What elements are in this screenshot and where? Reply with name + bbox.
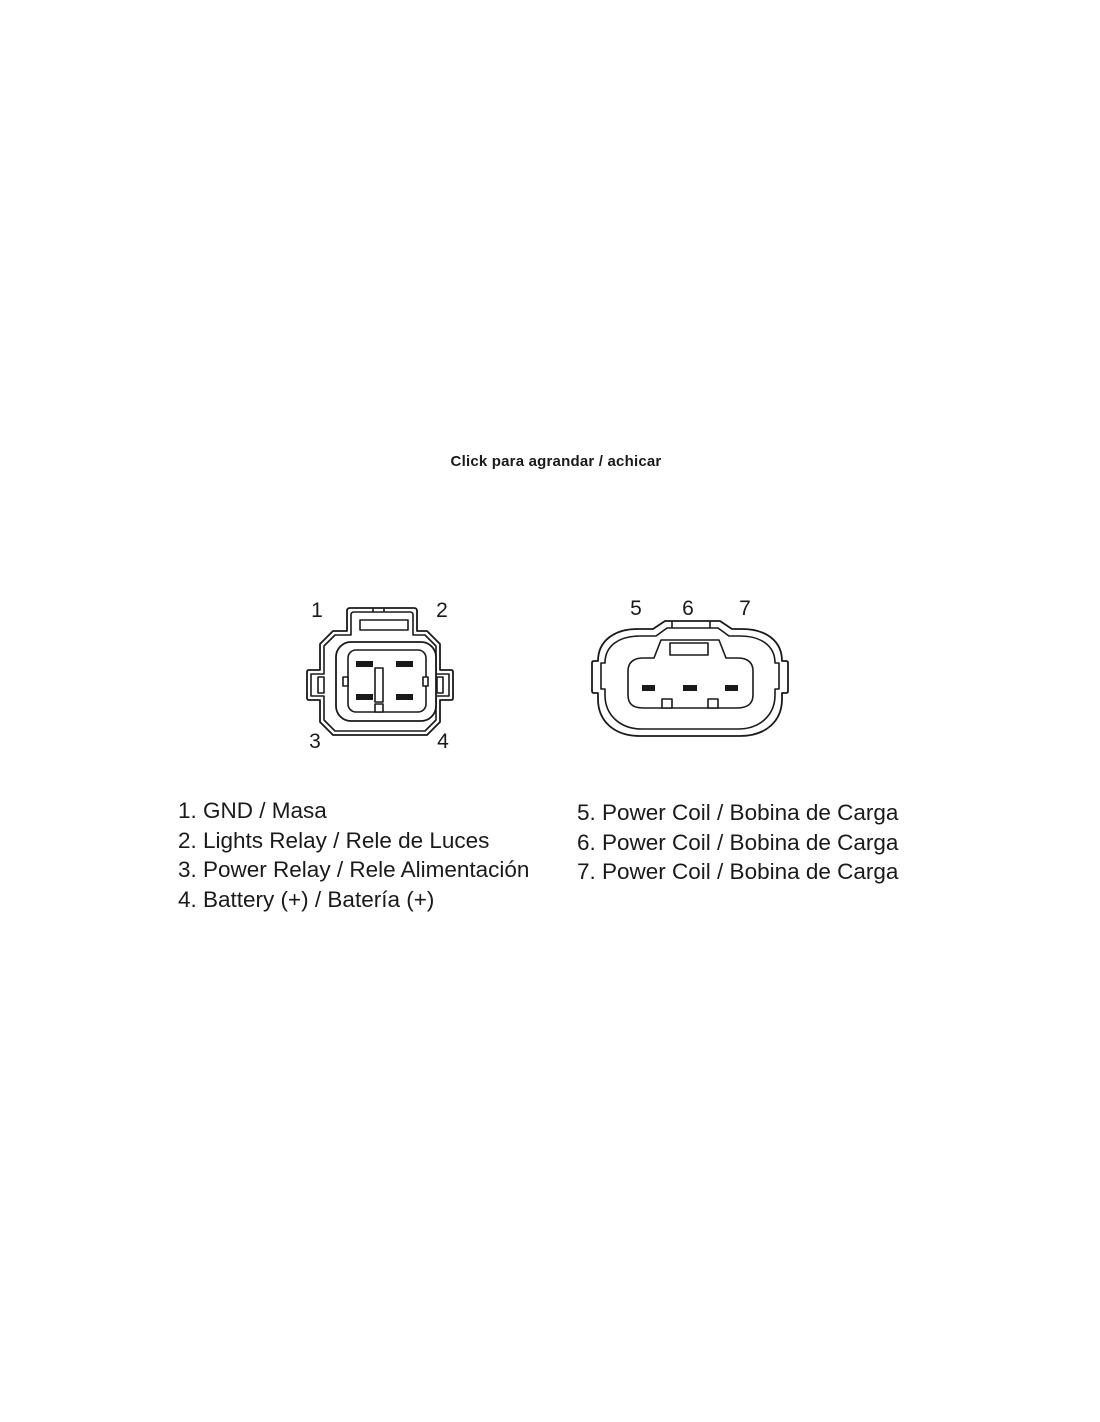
legend-item: 3. Power Relay / Rele Alimentación bbox=[178, 857, 530, 882]
pin-blade-3 bbox=[356, 694, 373, 700]
bottom-notch-right bbox=[708, 699, 718, 708]
legend-item: 1. GND / Masa bbox=[178, 798, 327, 823]
cavity-key-right bbox=[423, 677, 428, 686]
legend-item: 6. Power Coil / Bobina de Carga bbox=[577, 829, 899, 855]
pin-number-label: 7 bbox=[739, 597, 751, 620]
side-key-left bbox=[318, 677, 324, 693]
bottom-notch bbox=[375, 704, 383, 712]
pin-number-label: 3 bbox=[309, 730, 321, 750]
cavity-key-left bbox=[343, 677, 348, 686]
legend-item: 7. Power Coil / Bobina de Carga bbox=[577, 859, 899, 884]
pin-number-label: 2 bbox=[436, 599, 448, 622]
legend-left-column bbox=[178, 796, 529, 914]
pin-number-label: 6 bbox=[682, 597, 694, 620]
pin-number-label: 4 bbox=[437, 730, 449, 750]
legend-item: 4. Battery (+) / Batería (+) bbox=[178, 886, 435, 912]
legend-item: 2. Lights Relay / Rele de Luces bbox=[178, 827, 490, 853]
pin-blade-4 bbox=[396, 694, 413, 700]
pin-blade-6 bbox=[683, 685, 697, 691]
center-rib bbox=[375, 668, 383, 702]
connector-3pin-diagram[interactable] bbox=[588, 595, 793, 743]
click-to-enlarge-label[interactable]: Click para agrandar / achicar bbox=[450, 453, 662, 470]
connector-4pin-body bbox=[307, 608, 453, 735]
pin-number-label: 5 bbox=[630, 597, 642, 620]
connector-3pin-body bbox=[592, 621, 788, 736]
side-key-right bbox=[437, 677, 443, 693]
pin-cavity bbox=[348, 650, 426, 712]
pin-blade-1 bbox=[356, 661, 373, 667]
pin-blade-7 bbox=[725, 685, 738, 691]
latch-window bbox=[360, 620, 408, 630]
pin-number-label: 1 bbox=[311, 599, 323, 622]
bottom-notch-left bbox=[662, 699, 672, 708]
legend-right-column bbox=[577, 798, 898, 887]
pin-blade-5 bbox=[642, 685, 655, 691]
connector-4pin-diagram[interactable] bbox=[303, 598, 458, 750]
pin-blade-2 bbox=[396, 661, 413, 667]
legend-item: 5. Power Coil / Bobina de Carga bbox=[577, 800, 899, 825]
latch-window bbox=[670, 643, 708, 655]
